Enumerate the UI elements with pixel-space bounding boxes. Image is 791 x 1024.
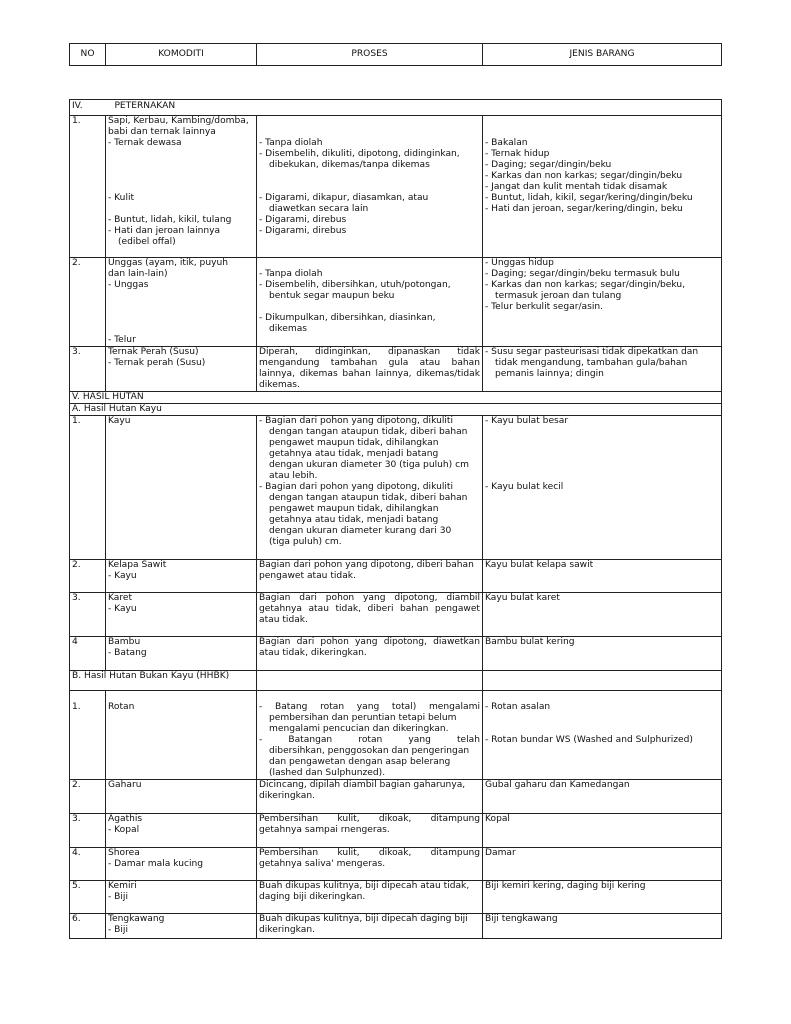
row-number: 3. (70, 593, 106, 637)
row-number: 3. (70, 814, 106, 848)
jenis-cell: - Susu segar pasteurisasi tidak dipekatkan dan tidak mengandung, tambahan gula/bahan pemanis lainnya; dingin (483, 347, 722, 392)
table-row (70, 881, 722, 914)
table-row (70, 780, 722, 814)
jenis-cell: Bambu bulat kering (483, 637, 722, 671)
proses-cell: - Tanpa diolah - Disembelih, dikuliti, dipotong, didinginkan, dibekukan, dikemas/tanpa dikemas - Digarami, dikapur, diasamkan, atau diawetkan secara lain - Digarami, direbus - Digarami, direbus (257, 116, 483, 258)
proses-cell: - Tanpa diolah - Disembelih, dibersihkan, utuh/potongan, bentuk segar maupun beku - Dikumpulkan, dibersihkan, diasinkan, dikemas (257, 258, 483, 347)
header-komoditi: KOMODITI (106, 44, 257, 66)
header-jenis-barang: JENIS BARANG (483, 44, 722, 66)
proses-cell: Diperah, didinginkan, dipanaskan tidak mengandung tambahan gula atau bahan lainnya, dikemas bahan lainnya, dikemas/tidak dikemas. (257, 347, 483, 392)
table-row (70, 258, 722, 347)
table-row (70, 814, 722, 848)
proses-cell: Bagian dari pohon yang dipotong, diberi bahan pengawet atau tidak. (257, 560, 483, 593)
table-row (70, 116, 722, 258)
row-number: 1. (70, 691, 106, 780)
section-title: PETERNAKAN (114, 101, 176, 111)
section-row-hasil-hutan (70, 392, 722, 404)
table-row (70, 347, 722, 392)
proses-cell: Bagian dari pohon yang dipotong, diawetkan atau tidak, dikeringkan. (257, 637, 483, 671)
row-number: 2. (70, 258, 106, 347)
jenis-cell: Kopal (483, 814, 722, 848)
subsection-title: A. Hasil Hutan Kayu (70, 404, 722, 416)
komoditi-cell: Tengkawang - Biji (106, 914, 257, 939)
komoditi-cell: Sapi, Kerbau, Kambing/domba, babi dan ternak lainnya - Ternak dewasa - Kulit - Buntut, lidah, kikil, tulang - Hati dan jeroan lainnya (edibel offal) (106, 116, 257, 258)
section-row-peternakan (70, 100, 722, 116)
section-number: IV. (72, 101, 83, 111)
header-table (69, 43, 722, 66)
proses-cell: Pembersihan kulit, dikoak, ditampung getahnya sampai rnengeras. (257, 814, 483, 848)
proses-cell: - Bagian dari pohon yang dipotong, dikuliti dengan tangan ataupun tidak, diberi bahan pengawet maupun tidak, dihilangkan getahnya atau tidak, menjadi batang dengan ukuran diameter 30 (tiga puluh) cm atau lebih. - Bagian dari pohon yang dipotong, dikuliti dengan tangan ataupun tidak, diberi bahan pengawet maupun tidak, dihilangkan getahnya atau tidak, menjadi batang dengan ukuran diameter kurang dari 30 (tiga puluh) cm. (257, 416, 483, 560)
row-number: 2. (70, 560, 106, 593)
jenis-cell: Gubal gaharu dan Kamedangan (483, 780, 722, 814)
proses-cell: Pembersihan kulit, dikoak, ditampung getahnya saliva' mengeras. (257, 848, 483, 881)
komoditi-cell: Kemiri - Biji (106, 881, 257, 914)
jenis-cell: Kayu bulat kelapa sawit (483, 560, 722, 593)
table-row (70, 560, 722, 593)
jenis-cell: Damar (483, 848, 722, 881)
jenis-cell: Kayu bulat karet (483, 593, 722, 637)
commodity-table (69, 99, 722, 939)
row-number: 5. (70, 881, 106, 914)
proses-cell: - Batang rotan yang total) mengalami pembersihan dan peruntian tetapi belum mengalami pencucian dan dikeringkan. - Batangan rotan yang telah dibersihkan, penggosokan dan pengeringan dan pengawetan dengan asap belerang (lashed dan Sulphunzed). (257, 691, 483, 780)
komoditi-cell: Unggas (ayam, itik, puyuh dan lain-lain) - Unggas - Telur (106, 258, 257, 347)
table-row (70, 848, 722, 881)
komoditi-cell: Agathis - Kopal (106, 814, 257, 848)
table-row (70, 914, 722, 939)
komoditi-cell: Bambu - Batang (106, 637, 257, 671)
jenis-cell: Biji kemiri kering, daging biji kering (483, 881, 722, 914)
komoditi-cell: Kelapa Sawit - Kayu (106, 560, 257, 593)
header-row (70, 44, 722, 66)
komoditi-cell: Karet - Kayu (106, 593, 257, 637)
row-number: 3. (70, 347, 106, 392)
table-row (70, 637, 722, 671)
proses-cell: Bagian dari pohon yang dipotong, diambil getahnya atau tidak, diberi bahan pengawet atau tidak. (257, 593, 483, 637)
row-number: 4 (70, 637, 106, 671)
table-row (70, 593, 722, 637)
section-title: V. HASIL HUTAN (70, 392, 722, 404)
subsection-title: B. Hasil Hutan Bukan Kayu (HHBK) (70, 671, 257, 691)
proses-cell: Dicincang, dipilah diambil bagian gaharunya, dikeringkan. (257, 780, 483, 814)
jenis-cell: - Unggas hidup - Daging; segar/dingin/beku termasuk bulu - Karkas dan non karkas; segar/dingin/beku, termasuk jeroan dan tulang - Telur berkulit segar/asin. (483, 258, 722, 347)
komoditi-cell: Ternak Perah (Susu) - Ternak perah (Susu) (106, 347, 257, 392)
table-row (70, 416, 722, 560)
header-no: NO (70, 44, 106, 66)
proses-cell: Buah dikupas kulitnya, biji dipecah daging biji dikeringkan. (257, 914, 483, 939)
komoditi-cell: Kayu (106, 416, 257, 560)
row-number: 6. (70, 914, 106, 939)
subsection-row-hutan-kayu (70, 404, 722, 416)
jenis-cell: - Bakalan - Ternak hidup - Daging; segar/dingin/beku - Karkas dan non karkas; segar/dingin/beku - Jangat dan kulit mentah tidak disamak - Buntut, lidah, kikil, segar/kering/dingin/beku - Hati dan jeroan, segar/kering/dingin, beku (483, 116, 722, 258)
row-number: 4. (70, 848, 106, 881)
row-number: 2. (70, 780, 106, 814)
header-proses: PROSES (257, 44, 483, 66)
jenis-cell: - Kayu bulat besar - Kayu bulat kecil (483, 416, 722, 560)
komoditi-cell: Gaharu (106, 780, 257, 814)
komoditi-cell: Shorea - Damar mala kucing (106, 848, 257, 881)
jenis-cell: - Rotan asalan - Rotan bundar WS (Washed and Sulphurized) (483, 691, 722, 780)
table-row (70, 691, 722, 780)
komoditi-cell: Rotan (106, 691, 257, 780)
row-number: 1. (70, 116, 106, 258)
subsection-row-hhbk (70, 671, 722, 691)
proses-cell: Buah dikupas kulitnya, biji dipecah atau tidak, daging biji dikeringkan. (257, 881, 483, 914)
row-number: 1. (70, 416, 106, 560)
jenis-cell: Biji tengkawang (483, 914, 722, 939)
